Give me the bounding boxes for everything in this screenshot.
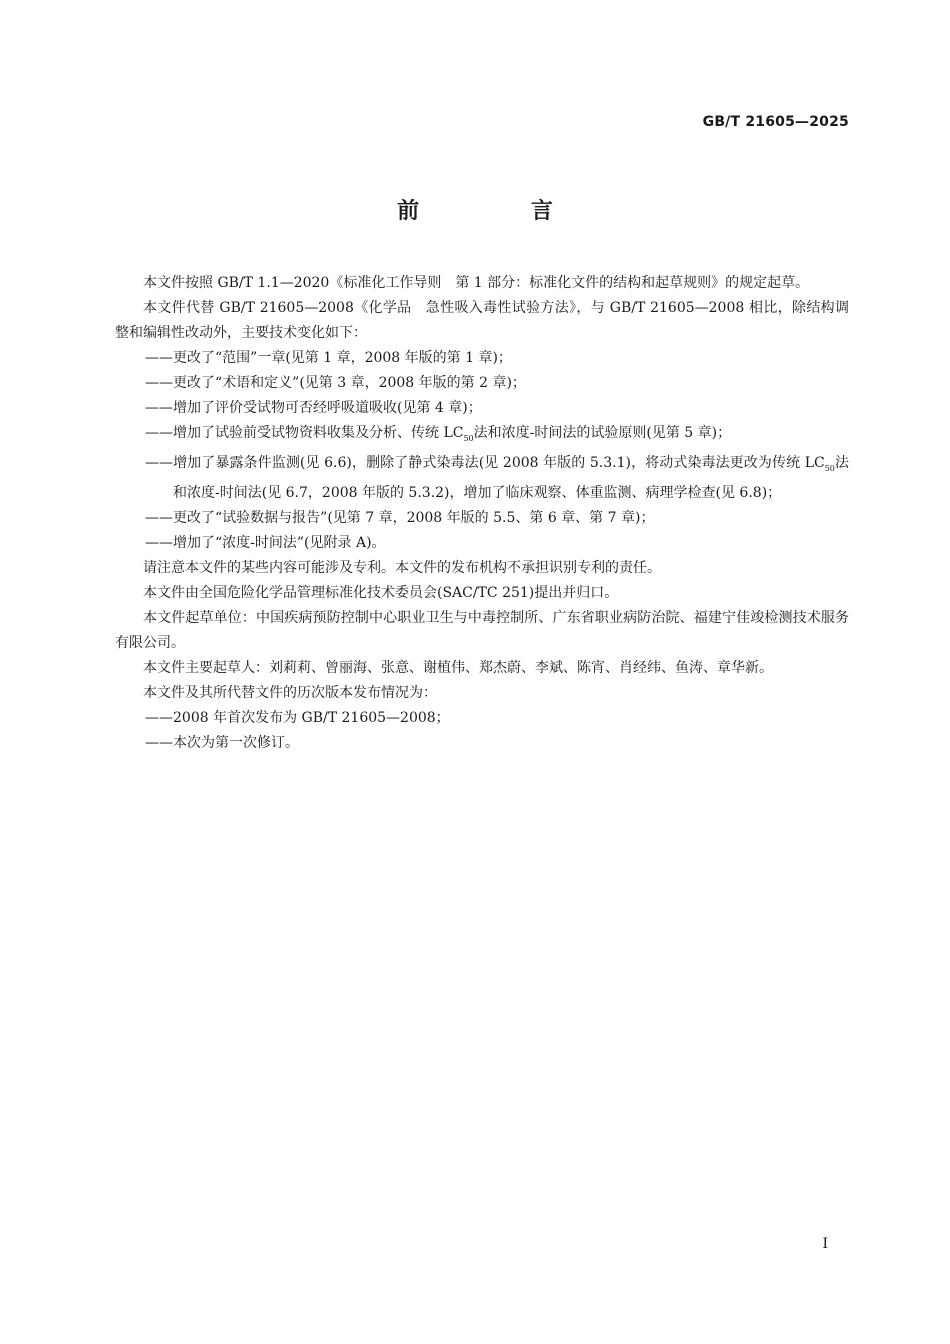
change-item-text: 更改了“范围”一章(见第 1 章，2008 年版的第 1 章)；	[173, 350, 512, 366]
change-item-text: 增加了试验前受试物资料收集及分析、传统 LC	[173, 425, 464, 441]
document-body	[115, 271, 849, 756]
dash-marker: ——	[145, 375, 173, 391]
dash-marker: ——	[145, 400, 173, 416]
standard-code: GB/T 21605—2025	[702, 114, 849, 130]
paragraph-drafters: 本文件主要起草人：刘莉莉、曾丽海、张意、谢植伟、郑杰蔚、李斌、陈宵、肖经纬、鱼涛、章华新。	[143, 659, 773, 676]
dash-marker: ——	[145, 709, 173, 726]
history-item	[115, 706, 849, 731]
paragraph-drafting-units: 本文件起草单位：中国疾病预防控制中心职业卫生与中毒控制所、广东省职业病防治院、福建宁佳竣检测技术服务有限公司。	[115, 609, 849, 651]
dash-marker: ——	[145, 734, 173, 751]
change-item-text: 更改了“术语和定义”(见第 3 章，2008 年版的第 2 章)；	[173, 375, 526, 391]
paragraph-replacement: 本文件代替 GB/T 21605—2008《化学品 急性吸入毒性试验方法》，与 GB/T 21605—2008 相比，除结构调整和编辑性改动外，主要技术变化如下：	[115, 300, 849, 341]
change-item-text: 法和浓度-时间法(见 6.7，2008 年版的 5.3.2)，增加了临床观察、体重监测、病理学检查(见 6.8)；	[173, 454, 849, 501]
change-item	[115, 451, 849, 506]
paragraph-version-history: 本文件及其所代替文件的历次版本发布情况为：	[143, 684, 437, 701]
change-item	[115, 421, 849, 451]
change-item-text: 增加了“浓度-时间法”(见附录 A)。	[173, 534, 386, 551]
dash-marker: ——	[145, 534, 173, 551]
dash-marker: ——	[145, 509, 173, 526]
dash-marker: ——	[145, 425, 173, 441]
paragraph-drafting-rules: 本文件按照 GB/T 1.1—2020《标准化工作导则 第 1 部分：标准化文件的结构和起草规则》的规定起草。	[143, 275, 810, 291]
history-item-text: 本次为第一次修订。	[173, 734, 299, 751]
paragraph-patent-notice: 请注意本文件的某些内容可能涉及专利。本文件的发布机构不承担识别专利的责任。	[143, 559, 661, 576]
change-item	[115, 371, 849, 396]
change-item	[115, 506, 849, 531]
change-item	[115, 346, 849, 371]
change-item	[115, 396, 849, 421]
history-item-text: 2008 年首次发布为 GB/T 21605—2008；	[173, 709, 450, 726]
change-item-text: 增加了评价受试物可否经呼吸道吸收(见第 4 章)；	[173, 400, 482, 416]
change-item-text: 更改了“试验数据与报告”(见第 7 章，2008 年版的 5.5、第 6 章、第 7 章)；	[173, 509, 655, 526]
dash-marker: ——	[145, 454, 173, 471]
change-item	[115, 531, 849, 556]
subscript: 50	[463, 433, 474, 443]
change-item-text: 法和浓度-时间法的试验原则(见第 5 章)；	[473, 425, 732, 441]
subscript: 50	[824, 463, 835, 473]
page-title: 前 言	[397, 199, 605, 224]
history-item	[115, 731, 849, 756]
page-number: I	[822, 1236, 828, 1252]
change-item-text: 增加了暴露条件监测(见 6.6)，删除了静式染毒法(见 2008 年版的 5.3.1)，将动式染毒法更改为传统 LC	[173, 454, 825, 471]
dash-marker: ——	[145, 350, 173, 366]
paragraph-committee: 本文件由全国危险化学品管理标准化技术委员会(SAC/TC 251)提出并归口。	[143, 584, 619, 601]
